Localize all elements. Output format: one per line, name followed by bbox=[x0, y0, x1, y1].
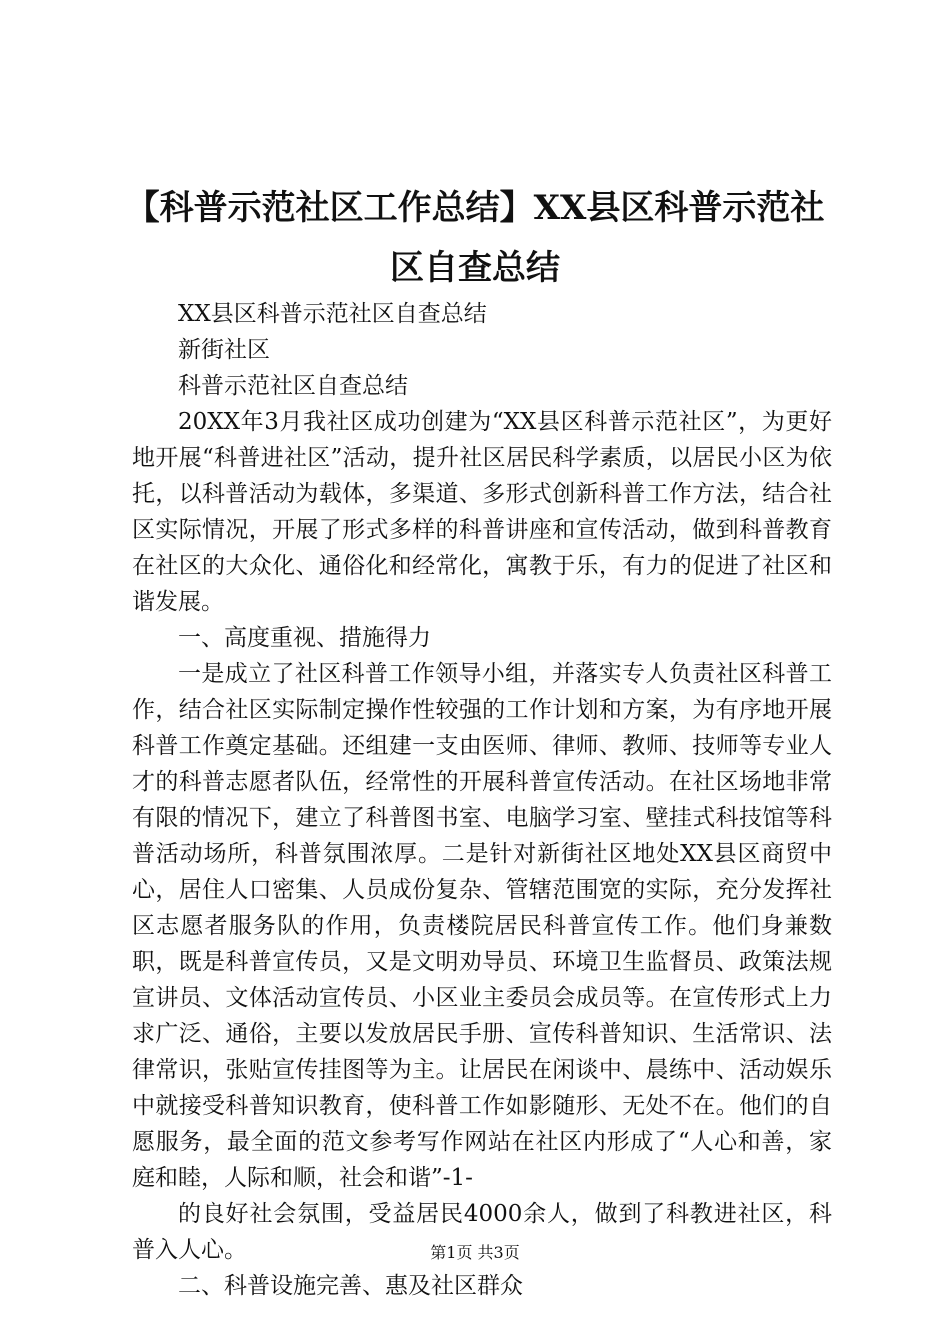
paragraph-heading-one: 一、高度重视、措施得力 bbox=[178, 625, 431, 651]
paragraph-body-one: 一是成立了社区科普工作领导小组，并落实专人负责社区科普工作，结合社区实际制定操作性较强的工作计划和方案，为有序地开展科普工作奠定基础。还组建一支由医师、律师、教师、技师等专业人才的科普志愿者队伍，经常性的开展科普宣传活动。在社区场地非常有限的情况下，建立了科普图书室、电脑学习室、壁挂式科技馆等科普活动场所，科普氛围浓厚。二是针对新街社区地处XX县区商贸中心，居住人口密集、人员成份复杂、管辖范围宽的实际，充分发挥社区志愿者服务队的作用，负责楼院居民科普宣传工作。他们身兼数职，既是科普宣传员，又是文明劝导员、环境卫生监督员、政策法规宣讲员、文体活动宣传员、小区业主委员会成员等。在宣传形式上力求广泛、通俗，主要以发放居民手册、宣传科普知识、生活常识、法律常识，张贴宣传挂图等为主。让居民在闲谈中、晨练中、活动娱乐中就接受科普知识教育，使科普工作如影随形、无处不在。他们的自愿服务，最全面的范文参考写作网站在社区内形成了“人心和善，家庭和睦，人际和顺，社会和谐”-1- bbox=[132, 661, 832, 1191]
document-title: 【科普示范社区工作总结】XX县区科普示范社区自查总结 bbox=[125, 188, 825, 288]
paragraph-intro: 20XX年3月我社区成功创建为“XX县区科普示范社区”，为更好地开展“科普进社区”活动，提升社区居民科学素质，以居民小区为依托，以科普活动为载体，多渠道、多形式创新科普工作方法，结合社区实际情况，开展了形式多样的科普讲座和宣传活动，做到科普教育在社区的大众化、通俗化和经常化，寓教于乐，有力的促进了社区和谐发展。 bbox=[132, 409, 832, 615]
paragraph-body-two: 的良好社会氛围，受益居民4000余人，做到了科教进社区，科普入人心。 bbox=[132, 1201, 832, 1263]
paragraph-section-heading: 科普示范社区自查总结 bbox=[178, 373, 408, 399]
page-number-footer: 第1页 共3页 bbox=[430, 1243, 520, 1262]
paragraph-heading-two: 二、科普设施完善、惠及社区群众 bbox=[178, 1273, 523, 1299]
paragraph-subtitle: XX县区科普示范社区自查总结 bbox=[178, 301, 487, 327]
document-body bbox=[132, 296, 832, 1304]
paragraph-community-name: 新街社区 bbox=[178, 337, 270, 363]
